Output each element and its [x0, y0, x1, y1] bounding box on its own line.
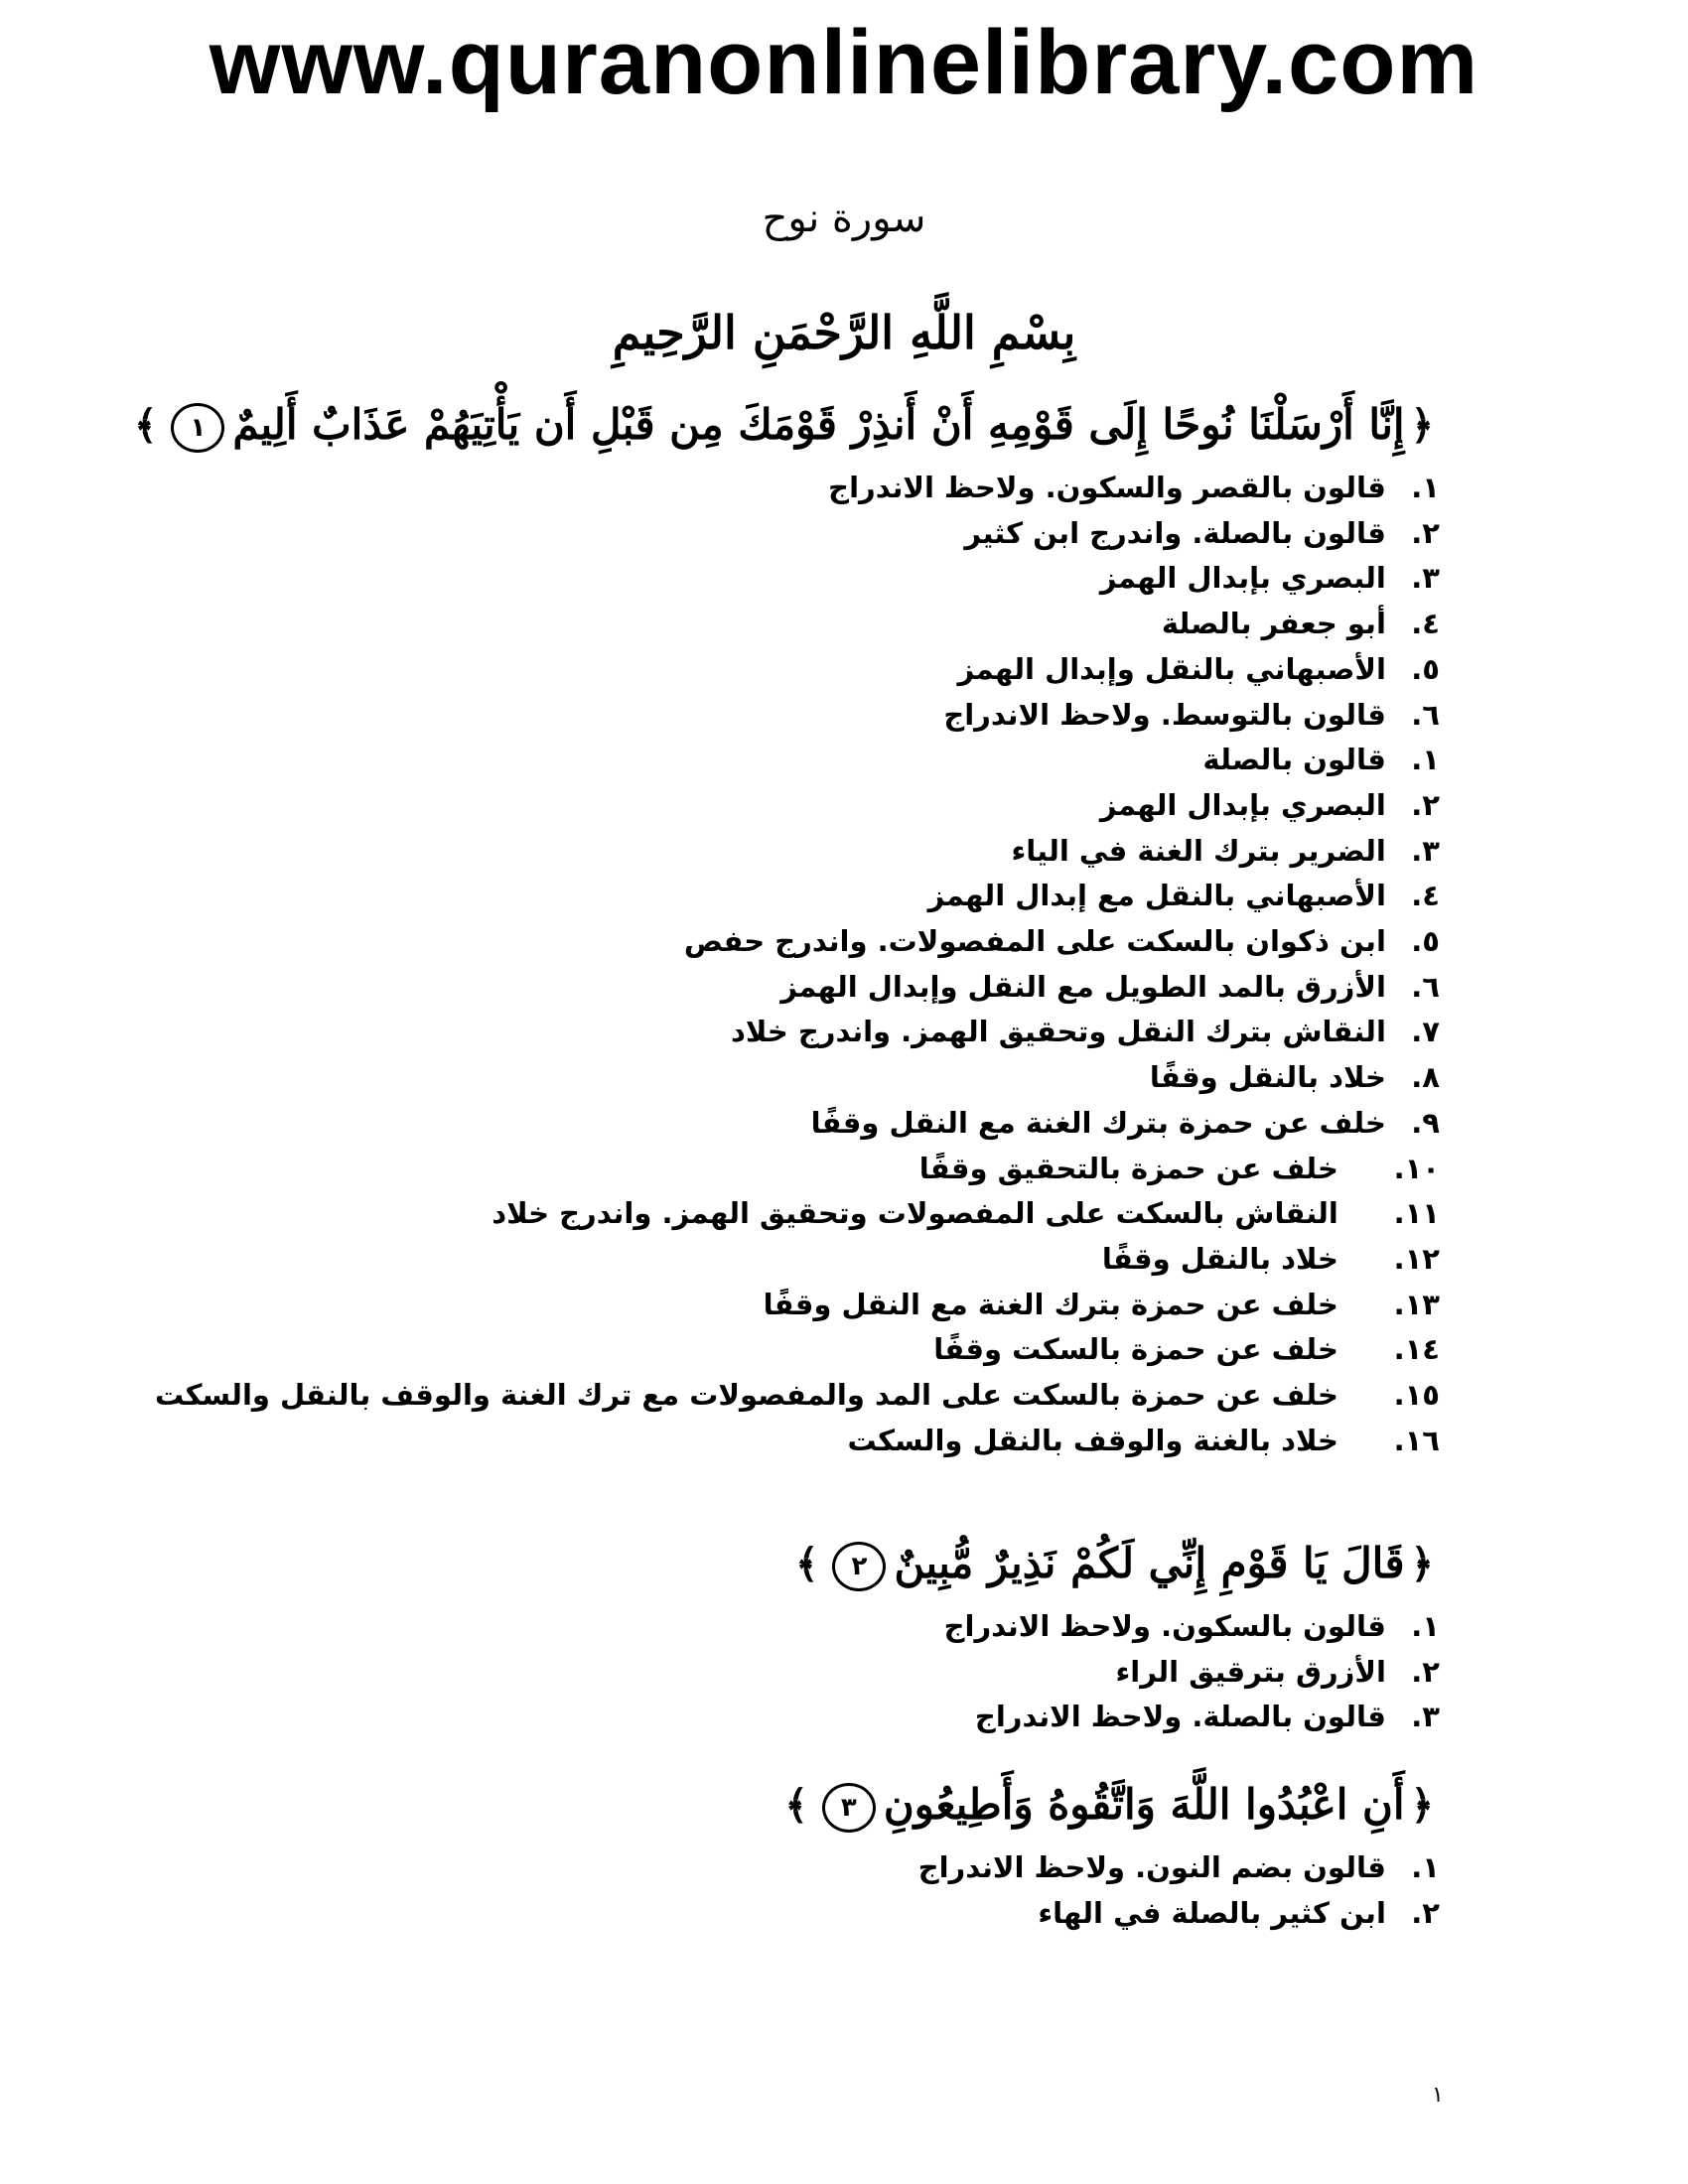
ayah-number-marker: ٣: [822, 1783, 876, 1833]
reading-item: ٢. ابن كثير بالصلة في الهاء: [1038, 1895, 1440, 1930]
reading-item: ١٥. خلف عن حمزة بالسكت على المد والمفصولات مع ترك الغنة والوقف بالنقل والسكت: [154, 1378, 1440, 1413]
reading-item: ١. قالون بضم النون. ولاحظ الاندراج: [917, 1850, 1440, 1884]
reading-item: ٨. خلاد بالنقل وقفًا: [1149, 1060, 1440, 1095]
reading-item: ٧. النقاش بترك النقل وتحقيق الهمز. واندرج خلاد: [730, 1015, 1440, 1049]
ornate-bracket-close-icon: ﴾: [133, 402, 158, 449]
reading-item: ٣. البصري بإبدال الهمز: [1099, 561, 1440, 596]
reading-item: ١٢. خلاد بالنقل وقفًا: [1101, 1241, 1440, 1276]
ayah-number-marker: ٢: [832, 1542, 886, 1591]
verse-arabic: أَنِ اعْبُدُوا اللَّهَ وَاتَّقُوهُ وَأَطِيعُونِ: [883, 1780, 1405, 1829]
reading-item: ١. قالون بالقصر والسكون. ولاحظ الاندراج: [828, 471, 1440, 504]
reading-item: ٢. الأزرق بترقيق الراء: [1115, 1654, 1440, 1689]
reading-item: ٤. الأصبهاني بالنقل مع إبدال الهمز: [927, 879, 1440, 913]
reading-item: ٣. قالون بالصلة. ولاحظ الاندراج: [974, 1700, 1440, 1734]
verse-text: [0, 1765, 1440, 1845]
reading-item: ١٦. خلاد بالغنة والوقف بالنقل والسكت: [847, 1423, 1440, 1457]
verse-text: [0, 385, 1440, 466]
ornate-bracket-open-icon: ﴿: [1410, 402, 1434, 449]
ayah-number-marker: ١: [171, 403, 224, 453]
reading-item: ١٣. خلف عن حمزة بترك الغنة مع النقل وقفًا: [763, 1287, 1440, 1321]
site-url[interactable]: www.quranonlinelibrary.com: [209, 12, 1479, 113]
reading-item: ٣. الضرير بترك الغنة في الياء: [1011, 833, 1440, 868]
verse-arabic: قَالَ يَا قَوْمِ إِنِّي لَكُمْ نَذِيرٌ مُّبِينٌ: [894, 1539, 1405, 1587]
readings-list: [0, 1604, 1440, 1740]
reading-item: ٥. الأصبهاني بالنقل وإبدال الهمز: [957, 651, 1440, 686]
verse-block-3: [0, 1765, 1440, 1936]
verse-block-1: [0, 385, 1440, 1463]
reading-item: ١١. النقاش بالسكت على المفصولات وتحقيق الهمز. واندرج خلاد: [492, 1196, 1440, 1231]
reading-item: ٢. قالون بالصلة. واندرج ابن كثير: [964, 515, 1440, 550]
reading-item: ٥. ابن ذكوان بالسكت على المفصولات. واندرج حفص: [683, 924, 1440, 959]
reading-item: ١. قالون بالصلة: [1202, 743, 1440, 777]
ornate-bracket-close-icon: ﴾: [795, 1541, 819, 1587]
ornate-bracket-open-icon: ﴿: [1410, 1541, 1434, 1587]
readings-list: [0, 466, 1440, 1463]
verse-block-2: [0, 1524, 1440, 1740]
page-number: ١: [1432, 2083, 1444, 2108]
reading-item: ٦. قالون بالتوسط. ولاحظ الاندراج: [943, 697, 1440, 732]
readings-list: [0, 1845, 1440, 1936]
surah-title: سورة نوح: [762, 196, 926, 241]
ornate-bracket-open-icon: ﴿: [1410, 1782, 1434, 1829]
reading-item: ٩. خلف عن حمزة بترك الغنة مع النقل وقفًا: [810, 1105, 1440, 1140]
verse-arabic: إِنَّا أَرْسَلْنَا نُوحًا إِلَى قَوْمِهِ أَنْ أَنذِرْ قَوْمَكَ مِن قَبْلِ أَن يَأْتِيَهُمْ عَذَابٌ أَلِيمٌ: [232, 400, 1405, 449]
reading-item: ٤. أبو جعفر بالصلة: [1161, 607, 1440, 641]
ornate-bracket-close-icon: ﴾: [784, 1782, 808, 1829]
reading-item: ١. قالون بالسكون. ولاحظ الاندراج: [943, 1609, 1440, 1643]
reading-item: ٢. البصري بإبدال الهمز: [1099, 787, 1440, 822]
verse-text: [0, 1524, 1440, 1604]
reading-item: ٦. الأزرق بالمد الطويل مع النقل وإبدال الهمز: [780, 969, 1440, 1004]
basmala: بِسْمِ اللَّهِ الرَّحْمَنِ الرَّحِيمِ: [612, 306, 1076, 359]
reading-item: ١٤. خلف عن حمزة بالسكت وقفًا: [933, 1332, 1440, 1367]
reading-item: ١٠. خلف عن حمزة بالتحقيق وقفًا: [918, 1151, 1440, 1185]
